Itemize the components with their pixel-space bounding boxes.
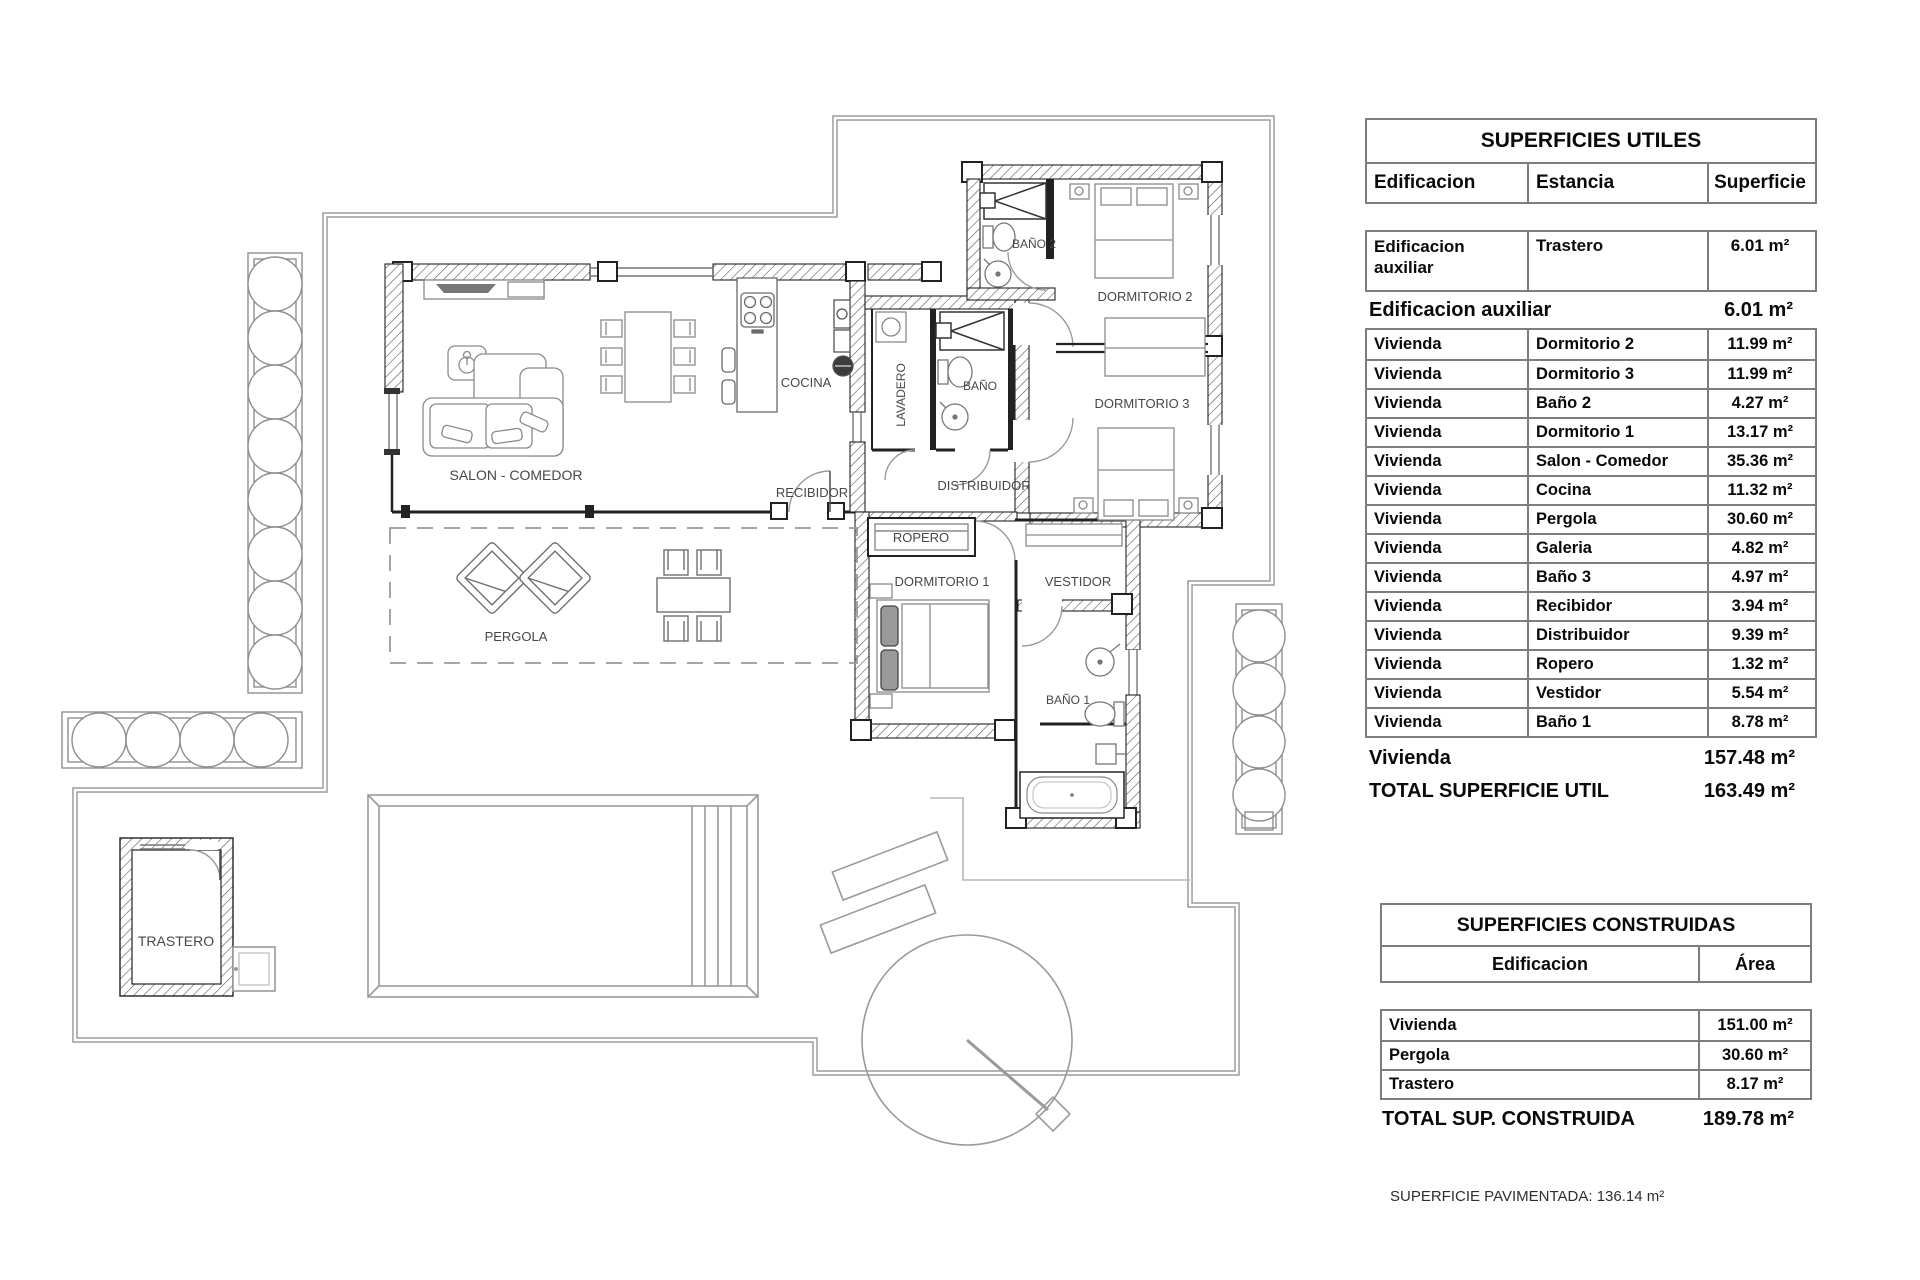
total-label: TOTAL SUP. CONSTRUIDA: [1382, 1107, 1635, 1130]
cell-area: 151.00 m²: [1698, 1011, 1810, 1040]
cell-estancia: Dormitorio 1: [1527, 419, 1707, 446]
table-row: [1382, 1040, 1810, 1069]
room-label-vestidor: VESTIDOR: [1044, 574, 1112, 589]
cell-edificacion: Vivienda: [1389, 1016, 1457, 1034]
table-row: [1367, 359, 1815, 388]
total-value: 189.78 m²: [1702, 1107, 1794, 1130]
room-label-bano: BAÑO: [962, 379, 998, 393]
table-row: [1367, 620, 1815, 649]
pool: [368, 795, 758, 997]
cell-edificacion: Vivienda: [1374, 510, 1442, 528]
table-row: [1367, 330, 1815, 359]
column-header-area: Área: [1698, 947, 1810, 981]
cell-superficie: 35.36 m²: [1707, 448, 1811, 475]
cell-edificacion: Vivienda: [1374, 539, 1442, 557]
cell-superficie: 4.82 m²: [1707, 535, 1811, 562]
shower-bano2: [980, 183, 1046, 219]
cell-edificacion: Vivienda: [1374, 394, 1442, 412]
subtotal-vivienda-row: [1365, 742, 1817, 775]
cell-superficie: 30.60 m²: [1707, 506, 1811, 533]
cell-estancia: Dormitorio 3: [1527, 361, 1707, 388]
cell-estancia: Baño 1: [1527, 709, 1707, 736]
room-label-recibidor: RECIBIDOR: [775, 485, 849, 500]
table-row: [1367, 707, 1815, 736]
column-header-edificacion: Edificacion: [1374, 172, 1476, 193]
cell-estancia: Dormitorio 2: [1527, 330, 1707, 359]
sink-bano: [940, 402, 968, 430]
room-label-bano2: BAÑO 2: [1011, 237, 1057, 251]
cell-superficie: 3.94 m²: [1707, 593, 1811, 620]
subtotal-label: Edificacion auxiliar: [1369, 298, 1552, 321]
cell-superficie: 4.27 m²: [1707, 390, 1811, 417]
room-label-pergola: PERGOLA: [484, 629, 548, 644]
planters: [820, 832, 947, 953]
cell-estancia: Trastero: [1527, 232, 1707, 290]
vivienda-rows: [1365, 328, 1817, 738]
bed-dorm3: [1074, 428, 1198, 520]
drain-bano1: [1096, 744, 1126, 764]
table-row: [1367, 649, 1815, 678]
column-header-estancia: Estancia: [1527, 164, 1707, 202]
room-label-dormitorio2: DORMITORIO 2: [1097, 289, 1193, 304]
cell-edificacion: Vivienda: [1374, 452, 1442, 470]
table-title: SUPERFICIES CONSTRUIDAS: [1380, 903, 1812, 947]
room-label-bano1: BAÑO 1: [1045, 693, 1091, 707]
lounge-chairs: [455, 541, 592, 615]
cell-estancia: Recibidor: [1527, 593, 1707, 620]
table-row: [1367, 562, 1815, 591]
cell-area: 30.60 m²: [1698, 1042, 1810, 1069]
room-label-dormitorio3: DORMITORIO 3: [1094, 396, 1190, 411]
cell-edificacion: Trastero: [1389, 1075, 1455, 1093]
cell-estancia: Pergola: [1527, 506, 1707, 533]
cell-estancia: Distribuidor: [1527, 622, 1707, 649]
room-label-distribuidor: DISTRIBUIDOR: [937, 478, 1031, 493]
subtotal-value: 157.48 m²: [1703, 747, 1795, 769]
cell-edificacion: Vivienda: [1374, 713, 1442, 731]
table-row: [1367, 417, 1815, 446]
shower-bano: [936, 312, 1004, 350]
trastero-building: [120, 838, 275, 996]
room-label-ropero: ROPERO: [892, 530, 950, 545]
construidas-rows: [1380, 1009, 1812, 1100]
toilet-bano2: [983, 223, 1015, 251]
sink-bano2: [984, 259, 1011, 287]
tv-unit: [424, 280, 544, 299]
cell-superficie: 9.39 m²: [1707, 622, 1811, 649]
total-label: TOTAL SUPERFICIE UTIL: [1369, 780, 1610, 802]
cell-edificacion: Vivienda: [1374, 365, 1442, 383]
bed-dorm2: [1070, 184, 1198, 278]
tree-band-right: [1233, 604, 1285, 834]
cell-edificacion: Vivienda: [1374, 684, 1442, 702]
outdoor-table: [657, 550, 730, 641]
closet-dorm2-dorm3: [1105, 318, 1205, 376]
table-row: [1367, 678, 1815, 707]
column-header-superficie: Superficie: [1707, 164, 1811, 202]
cell-estancia: Salon - Comedor: [1527, 448, 1707, 475]
cell-estancia: Baño 3: [1527, 564, 1707, 591]
room-label-salon: SALON - COMEDOR: [449, 467, 583, 483]
bathtub: [1020, 772, 1124, 818]
cell-edificacion: Vivienda: [1374, 423, 1442, 441]
cell-superficie: 11.99 m²: [1707, 361, 1811, 388]
pergola-area: [390, 528, 857, 663]
cell-edificacion: Pergola: [1389, 1046, 1450, 1064]
room-label-dormitorio1: DORMITORIO 1: [894, 574, 990, 589]
table-row: [1382, 1069, 1810, 1098]
cell-superficie: 6.01 m²: [1707, 232, 1811, 290]
superficies-utiles-table: [1365, 118, 1817, 808]
cell-superficie: 8.78 m²: [1707, 709, 1811, 736]
cell-area: 8.17 m²: [1698, 1071, 1810, 1098]
subtotal-aux-row: [1365, 292, 1817, 328]
cell-edificacion: Vivienda: [1374, 568, 1442, 586]
kitchen-sink: [833, 300, 853, 376]
cell-superficie: 1.32 m²: [1707, 651, 1811, 678]
cell-edificacion: Vivienda: [1374, 597, 1442, 615]
round-terrace: [862, 935, 1072, 1145]
table-row: [1367, 504, 1815, 533]
table-header-row: [1365, 164, 1817, 204]
cell-edificacion: Vivienda: [1374, 626, 1442, 644]
total-construida-row: [1380, 1100, 1812, 1138]
cell-superficie: 5.54 m²: [1707, 680, 1811, 707]
dining-table: [601, 312, 695, 402]
cell-edificacion: Vivienda: [1374, 481, 1442, 499]
table-row: [1367, 388, 1815, 417]
cell-edificacion: Vivienda: [1374, 335, 1442, 353]
cell-edificacion: Edificacion auxiliar: [1374, 237, 1465, 278]
table-row: [1367, 475, 1815, 504]
subtotal-label: Vivienda: [1369, 747, 1451, 769]
bed-dorm1: [870, 584, 989, 708]
cell-estancia: Vestidor: [1527, 680, 1707, 707]
tree-band-bottom: [62, 712, 302, 768]
paved-surface-note: SUPERFICIE PAVIMENTADA: 136.14 m²: [1390, 1188, 1665, 1205]
cell-superficie: 4.97 m²: [1707, 564, 1811, 591]
cell-superficie: 13.17 m²: [1707, 419, 1811, 446]
table-title: SUPERFICIES UTILES: [1365, 118, 1817, 164]
room-label-lavadero: LAVADERO: [894, 363, 908, 427]
cell-superficie: 11.32 m²: [1707, 477, 1811, 504]
column-header-edificacion: Edificacion: [1491, 953, 1589, 974]
cell-estancia: Galeria: [1527, 535, 1707, 562]
cell-superficie: 11.99 m²: [1707, 330, 1811, 359]
total-value: 163.49 m²: [1703, 780, 1795, 802]
cell-estancia: Baño 2: [1527, 390, 1707, 417]
vestidor-closet: [1026, 524, 1122, 546]
cell-edificacion: Vivienda: [1374, 655, 1442, 673]
washer: [876, 312, 906, 342]
room-label-cocina: COCINA: [780, 375, 832, 390]
superficies-construidas-table: [1380, 903, 1812, 1138]
tree-band-left: [248, 253, 302, 693]
sink-bano1: [1086, 644, 1120, 676]
table-header-row: [1380, 947, 1812, 983]
cell-estancia: Cocina: [1527, 477, 1707, 504]
total-superficie-util-row: [1365, 775, 1817, 808]
table-row: [1367, 591, 1815, 620]
sofa: [423, 354, 563, 456]
toilet-bano1: [1085, 702, 1124, 726]
subtotal-value: 6.01 m²: [1724, 298, 1793, 321]
table-row: [1365, 230, 1817, 292]
kitchen-island: [722, 278, 777, 412]
room-label-trastero: TRASTERO: [137, 933, 215, 949]
table-row: [1367, 446, 1815, 475]
table-row: [1382, 1011, 1810, 1040]
table-row: [1367, 533, 1815, 562]
cell-estancia: Ropero: [1527, 651, 1707, 678]
